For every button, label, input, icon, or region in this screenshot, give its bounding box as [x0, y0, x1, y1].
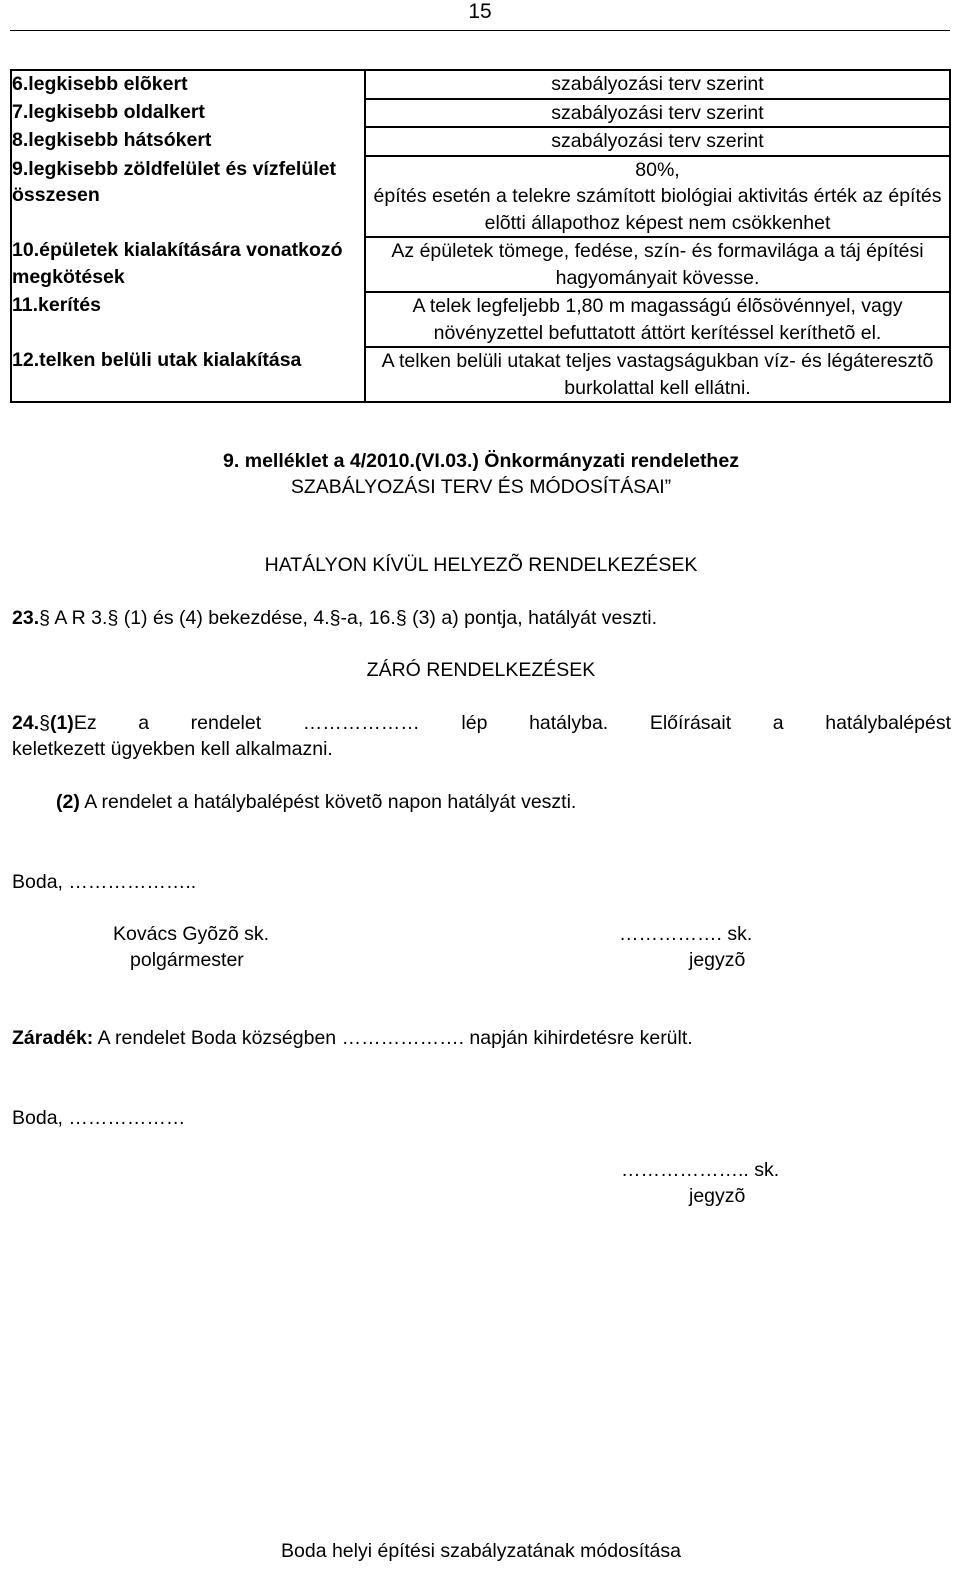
closing-heading: ZÁRÓ RENDELKEZÉSEK: [366, 659, 596, 681]
table-row: [11, 127, 950, 156]
table-row: [11, 70, 950, 99]
rule-value: [365, 237, 950, 292]
clause: [12, 1025, 693, 1051]
section-sign: §: [39, 607, 50, 629]
closing-p2-text: A rendelet a hatálybalépést követõ napon hatályát veszti.: [84, 791, 577, 813]
rule-value-line: építés esetén a telekre számított biológiai aktivitás érték az építés elõtti állapothoz képest nem csökkenhet: [373, 185, 942, 234]
header-rule: [10, 30, 950, 31]
rule-value: [365, 127, 950, 156]
rule-value: [365, 99, 950, 128]
notary-title: jegyzõ: [689, 949, 746, 971]
place-date-2: Boda, ………………: [12, 1107, 186, 1129]
notary-name-2: ……………….. sk.: [621, 1159, 780, 1181]
repeal-text-a: A R 3.: [54, 607, 108, 629]
section-number: 23.: [12, 607, 40, 629]
place-date: Boda, ………………..: [12, 871, 197, 893]
mayor-title: polgármester: [130, 949, 244, 971]
repeal-text-d: (3) a) pontja, hatályát veszti.: [412, 607, 658, 629]
repeal-heading: HATÁLYON KÍVÜL HELYEZÕ RENDELKEZÉSEK: [264, 554, 698, 576]
rule-value: [365, 292, 950, 347]
closing-p1-line2: keletkezett ügyekben kell alkalmazni.: [12, 738, 333, 760]
section-sign: §: [39, 712, 50, 734]
rule-key: 8.legkisebb hátsókert: [11, 127, 365, 156]
notary-title-2: jegyzõ: [689, 1185, 746, 1207]
notary-name: ……………. sk.: [619, 923, 753, 945]
rule-value-line: szabályozási terv szerint: [551, 130, 764, 152]
rule-value-line: szabályozási terv szerint: [551, 101, 764, 124]
repeal-text-c: -a, 16.: [340, 607, 396, 629]
section-sign: §: [329, 607, 341, 629]
paragraph-label: (2): [56, 791, 80, 813]
section-number: 24.: [12, 712, 40, 734]
table-row: [11, 347, 950, 402]
clause-label: Záradék:: [12, 1027, 94, 1049]
section-sign: §: [107, 607, 119, 629]
page-number: 15: [468, 0, 492, 23]
annex-subtitle: SZABÁLYOZÁSI TERV ÉS MÓDOSÍTÁSAI”: [290, 476, 672, 498]
clause-text: A rendelet Boda községben ………………. napján kihirdetésre került.: [97, 1027, 693, 1049]
closing-paragraph-2: [56, 789, 576, 815]
rule-value-line: 80%,: [635, 158, 680, 181]
table-row: [11, 292, 950, 347]
section-sign: §: [395, 607, 407, 629]
rule-key: 9.legkisebb zöldfelület és vízfelület összesen: [11, 156, 365, 238]
regulation-table: [10, 69, 951, 403]
table-row: [11, 99, 950, 128]
rule-key: 11.kerítés: [11, 292, 365, 347]
mayor-name: Kovács Gyõzõ sk.: [113, 923, 270, 945]
paragraph-label: (1): [49, 712, 74, 734]
rule-key: 10.épületek kialakítására vonatkozó megkötések: [11, 237, 365, 292]
annex-title: 9. melléklet a 4/2010.(VI.03.) Önkormányzati rendelethez: [223, 450, 739, 472]
rule-value-line: A telken belüli utakat teljes vastagságukban víz- és légáteresztõ burkolattal kell ellátni.: [381, 350, 934, 399]
table-row: [11, 237, 950, 292]
repeal-text-b: (1) és (4) bekezdése, 4.: [123, 607, 330, 629]
rule-value-line: A telek legfeljebb 1,80 m magasságú élõsövénnyel, vagy növényzettel befuttatott áttört kerítéssel keríthetõ el.: [412, 295, 903, 344]
rule-key: 6.legkisebb elõkert: [11, 70, 365, 99]
table-row: [11, 156, 950, 238]
closing-paragraph-1: [12, 710, 951, 736]
closing-p1-line1: Ez a rendelet ……………… lép hatályba. Előírásait a hatálybalépést: [73, 712, 951, 734]
page-footer: Boda helyi építési szabályzatának módosítása: [281, 1540, 681, 1562]
rule-value: [365, 156, 950, 238]
rule-value: [365, 347, 950, 402]
rule-key: 12.telken belüli utak kialakítása: [11, 347, 365, 402]
rule-key: 7.legkisebb oldalkert: [11, 99, 365, 128]
rule-value-line: Az épületek tömege, fedése, szín- és formavilága a táj építési hagyományait kövesse.: [391, 240, 924, 289]
rule-value-line: szabályozási terv szerint: [551, 73, 764, 95]
rule-value: [365, 70, 950, 99]
repeal-paragraph: [12, 605, 657, 631]
